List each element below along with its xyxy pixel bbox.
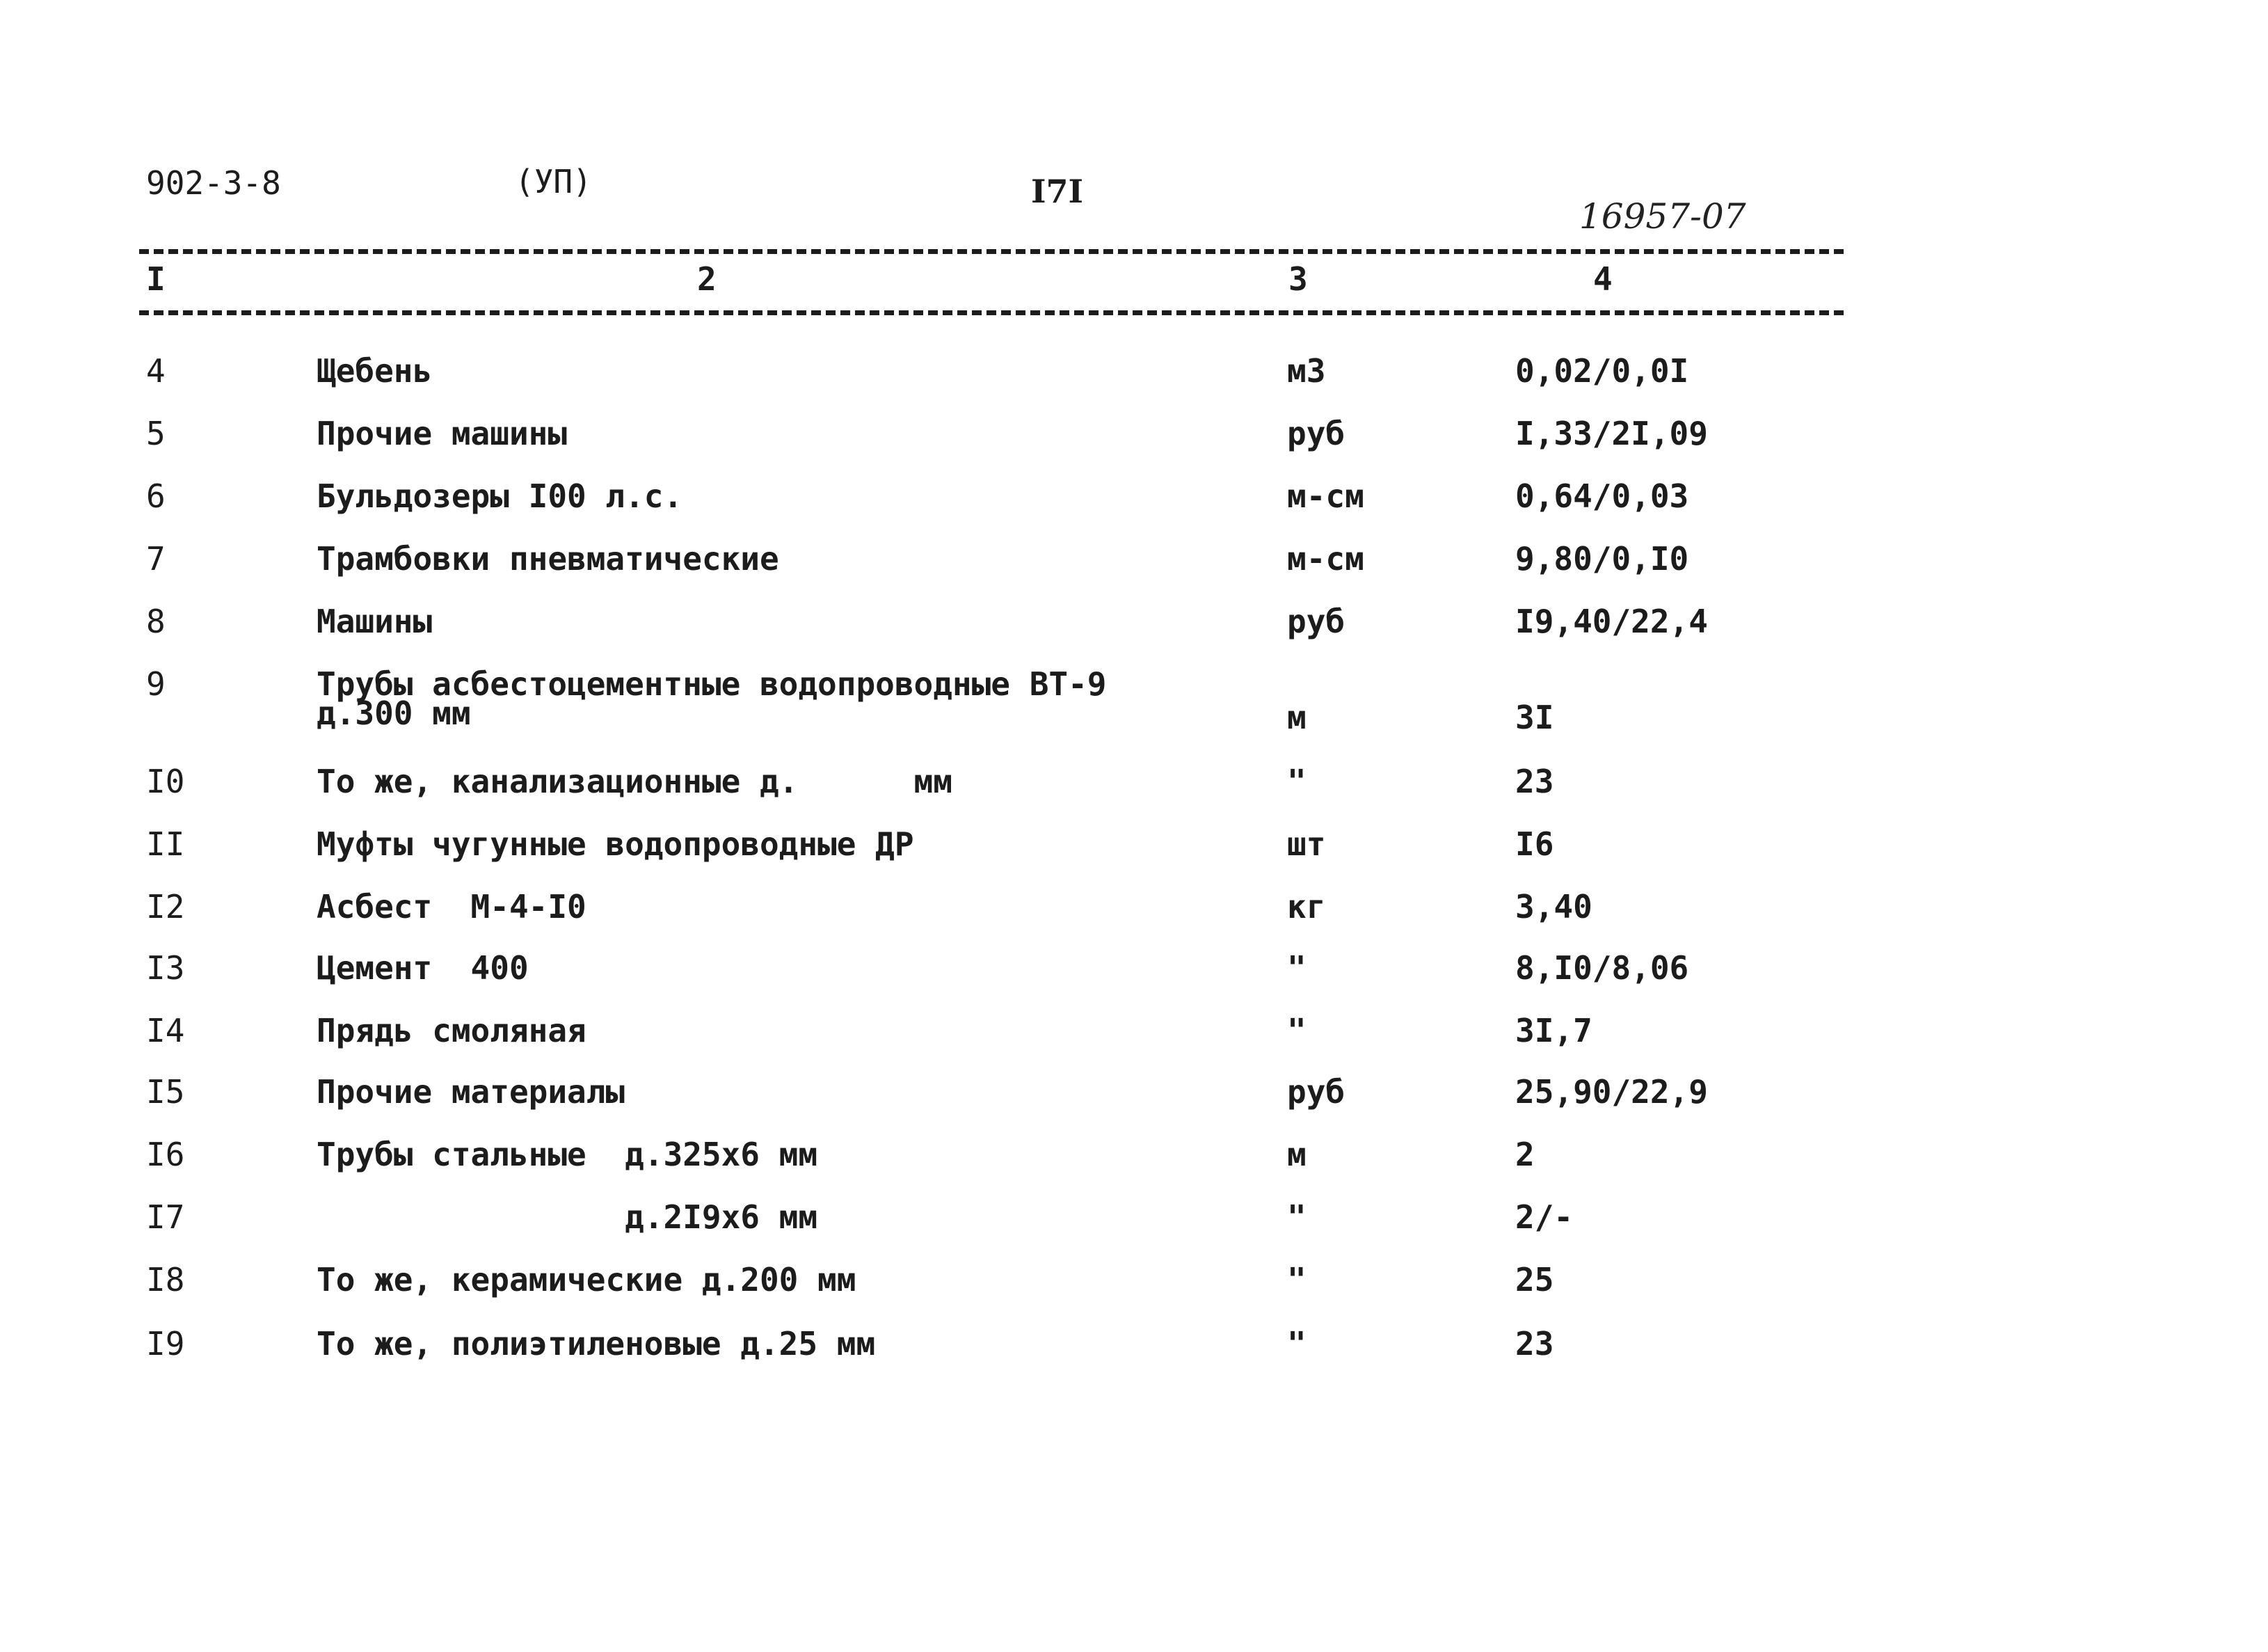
row-unit: шт — [1287, 825, 1326, 863]
row-quantity: 23 — [1515, 763, 1554, 800]
row-name — [317, 763, 952, 800]
row-number: 8 — [146, 603, 166, 640]
row-name — [317, 1325, 876, 1363]
row-unit: м — [1287, 699, 1307, 736]
row-quantity: 2 — [1515, 1136, 1535, 1173]
row-name-line: Муфты чугунные водопроводные ДР — [317, 825, 914, 863]
document-code: 902-3-8 — [146, 164, 281, 202]
row-unit: м — [1287, 1136, 1307, 1173]
column-header-1: I — [146, 260, 166, 298]
row-name — [317, 477, 683, 515]
row-quantity: 23 — [1515, 1325, 1554, 1363]
column-header-2: 2 — [697, 260, 717, 298]
row-unit: " — [1287, 763, 1307, 800]
bottom-dashed-rule — [139, 310, 1844, 315]
row-name — [317, 415, 568, 452]
row-quantity: 2/- — [1515, 1198, 1574, 1236]
document-tag: (УП) — [515, 163, 592, 200]
row-quantity: 3I,7 — [1515, 1012, 1592, 1049]
row-unit: " — [1287, 1261, 1307, 1298]
row-quantity: 0,02/0,0I — [1515, 352, 1689, 390]
row-name-line: Цемент 400 — [317, 949, 529, 987]
handwritten-stamp: 16957-07 — [1579, 196, 1746, 237]
row-name-line: д.2I9х6 мм — [317, 1198, 818, 1236]
row-name — [317, 665, 1107, 732]
row-name-line-2: д.300 мм — [317, 694, 471, 732]
row-name-line: Машины — [317, 603, 433, 640]
row-name-line: Асбест М-4-I0 — [317, 888, 586, 926]
row-name-line: То же, канализационные д. мм — [317, 763, 952, 800]
row-name-line: Трубы асбестоцементные водопроводные ВТ-9 — [317, 665, 1107, 703]
row-number: I7 — [146, 1198, 185, 1236]
row-quantity: 8,I0/8,06 — [1515, 949, 1689, 987]
top-dashed-rule — [139, 249, 1844, 254]
row-name — [317, 825, 914, 863]
row-quantity: I9,40/22,4 — [1515, 603, 1708, 640]
row-name — [317, 1012, 586, 1049]
row-number: 6 — [146, 477, 166, 515]
row-name — [317, 1261, 856, 1298]
row-number: I0 — [146, 763, 185, 800]
row-name-line: То же, керамические д.200 мм — [317, 1261, 856, 1298]
row-name — [317, 888, 586, 926]
row-number: I5 — [146, 1073, 185, 1111]
page-number: I7I — [1031, 173, 1084, 210]
row-name — [317, 949, 529, 987]
row-unit: руб — [1287, 1073, 1345, 1111]
row-quantity: 25,90/22,9 — [1515, 1073, 1708, 1111]
row-name — [317, 1136, 818, 1173]
row-name — [317, 603, 433, 640]
row-name-line: Щебень — [317, 352, 433, 390]
row-number: I6 — [146, 1136, 185, 1173]
row-name — [317, 352, 433, 390]
row-number: 7 — [146, 540, 166, 578]
row-number: I9 — [146, 1325, 185, 1363]
row-name-line: Трамбовки пневматические — [317, 540, 779, 578]
row-name-line: Прочие материалы — [317, 1073, 625, 1111]
row-unit: м-см — [1287, 477, 1364, 515]
row-unit: " — [1287, 1198, 1307, 1236]
row-name — [317, 540, 779, 578]
row-quantity: 0,64/0,03 — [1515, 477, 1689, 515]
row-unit: м3 — [1287, 352, 1326, 390]
row-unit: руб — [1287, 603, 1345, 640]
row-number: I8 — [146, 1261, 185, 1298]
row-unit: " — [1287, 949, 1307, 987]
row-unit: м-см — [1287, 540, 1364, 578]
row-number: I4 — [146, 1012, 185, 1049]
row-name-line: Трубы стальные д.325х6 мм — [317, 1136, 818, 1173]
row-unit: " — [1287, 1325, 1307, 1363]
row-number: 4 — [146, 352, 166, 390]
row-number: 9 — [146, 665, 166, 703]
row-number: I2 — [146, 888, 185, 926]
row-number: I3 — [146, 949, 185, 987]
row-name-line: Прочие машины — [317, 415, 568, 452]
row-number: II — [146, 825, 185, 863]
row-quantity: 9,80/0,I0 — [1515, 540, 1689, 578]
row-quantity: 3I — [1515, 699, 1554, 736]
row-unit: руб — [1287, 415, 1345, 452]
row-name — [317, 1073, 625, 1111]
row-name — [317, 1198, 818, 1236]
row-quantity: 3,40 — [1515, 888, 1592, 926]
column-header-4: 4 — [1593, 260, 1613, 298]
row-name-line: Бульдозеры I00 л.с. — [317, 477, 683, 515]
row-quantity: 25 — [1515, 1261, 1554, 1298]
row-quantity: I,33/2I,09 — [1515, 415, 1708, 452]
row-unit: кг — [1287, 888, 1326, 926]
row-number: 5 — [146, 415, 166, 452]
row-unit: " — [1287, 1012, 1307, 1049]
row-quantity: I6 — [1515, 825, 1554, 863]
row-name-line: Прядь смоляная — [317, 1012, 586, 1049]
row-name-line: То же, полиэтиленовые д.25 мм — [317, 1325, 876, 1363]
column-header-3: 3 — [1288, 260, 1308, 298]
